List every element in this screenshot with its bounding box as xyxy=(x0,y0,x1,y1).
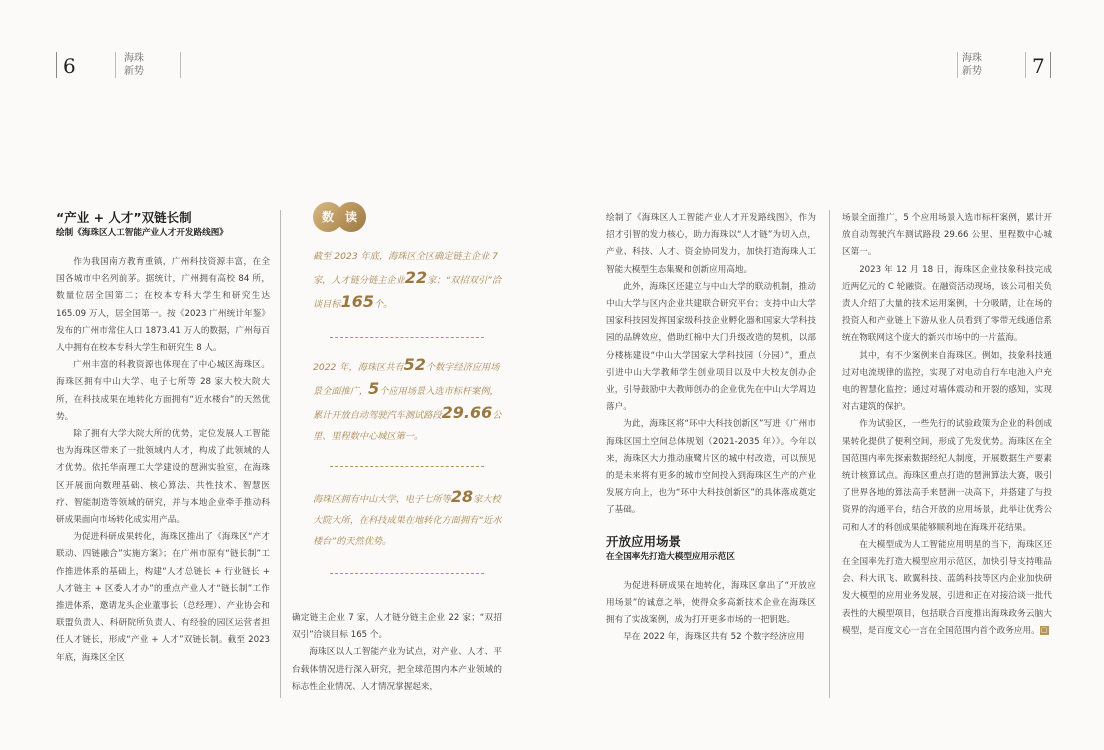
paragraph: 2023 年 12 月 18 日，海珠区企业技象科技完成近两亿元的 C 轮融资。在融资活动现场，该公司相关负责人介绍了大量的技术运用案例，十分吸睛，让在场的投资人和产业链上下游从业人员看到了零带无线通信系统在物联网这个庞大的新兴市场中的一片蓝海。 xyxy=(842,264,1052,344)
paragraph: 早在 2022 年，海珠区共有 52 个数字经济应用 xyxy=(623,632,805,643)
header-divider-right xyxy=(957,52,958,78)
header-rule-left xyxy=(56,52,57,78)
sidebar-quote-2: 2022 年，海珠区共有52个数字经济应用场景全面推广，5个应用场景入选市标杆案例，累计开放自动驾驶汽车测试路段29.66公里、里程数中心城区第一。 xyxy=(313,355,502,442)
paragraph: 为促进科研成果转化，海珠区推出了《海珠区“产才联动、四链融合”实施方案》；在广州市原有“链长制”工作推进体系的基础上，构建“人才总链长 + 行业链长 + 人才链主 + 区委人才办”的重点产业人才“链长制”工作推进体系，邀请龙头企业董事长（总经理）、产业协会和联盟负责人、科研院所负责人、有经验的园区运营者担任人才链长，形成“产业 + 人才”双链长制。截至 2023 年底，海珠区全区 xyxy=(56,532,270,663)
paragraph: 此外，海珠区还建立与中山大学的联动机制，推动中山大学与区内企业共建联合研究平台；支持中山大学国家科技园发挥国家级科技企业孵化器和国家大学科技园的品牌效应，借助红棉中大门升级改造的契机，以部分楼栋建设“中山大学国家大学科技园（分园）”，重点引进中山大学教师学生创业项目以及中大校友创办企业，引导鼓励中大教师创办的企业优先在中山大学周边落户。 xyxy=(606,281,816,413)
stat-number: 52 xyxy=(403,355,426,374)
header-rule-right xyxy=(1050,52,1051,78)
header-divider-left xyxy=(115,52,116,78)
stat-number: 5 xyxy=(368,379,380,398)
article-title: “产业 + 人才”双链长制 xyxy=(56,210,192,225)
paragraph: 在大模型成为人工智能应用明星的当下，海珠区还在全国率先打造大模型应用示范区，加快引导支持唯品会、科大讯飞、欧翼科技、蓝鸽科技等区内企业加快研发大模型的应用业务发展，引进和正在对接洽谈一批代表性的大模型项目，包括联合百度推出海珠政务云脑大模型，是百度文心一言在全国范围内首个政务应用。▢ xyxy=(842,539,1052,636)
paragraph: 海珠区以人工智能产业为试点，对产业、人才、平台载体情况进行深入研究，把全球范围内本产业领域的标志性企业情况、人才情况掌握起来， xyxy=(292,647,502,692)
column-divider xyxy=(829,210,830,698)
article-column-4 xyxy=(842,210,1052,640)
paragraph: 作为试验区，一些先行的试验政策为企业的科创成果转化提供了便利空间，形成了先发优势。海珠区在全国范围内率先探索数据经纪人制度，开展数据生产要素统计核算试点。海珠区重点打造的琶洲算法大赛，吸引了世界各地的算法高手来琶洲一决高下，并搭建了与投资界的沟通平台，结合开放的应用场景，此举让优秀公司和人才的科创成果能够顺利地在海珠开花结果。 xyxy=(842,419,1052,533)
stat-number: 28 xyxy=(450,487,474,506)
column-divider xyxy=(280,210,281,698)
article-end-icon: ▢ xyxy=(1040,625,1048,634)
paragraph: 为促进科研成果在地转化，海珠区拿出了“开放应用场景”的诚意之举，使得众多高新技术企业在海珠区拥有了实战案例，成为打开更多市场的一把钥匙。 xyxy=(606,580,816,626)
header-divider-left-2 xyxy=(180,52,181,78)
paragraph: 为此，海珠区将“环中大科技创新区”写进《广州市海珠区国土空间总体规划（2021-2035 年）》。今年以来，海珠区大力推动康鹭片区的城中村改造，可以预见的是未来将有更多的城市空间投入到海珠区生产的产业发展方向上，也为“环中大科技创新区”的具体落成奠定了基础。 xyxy=(606,419,816,516)
section-subtitle: 在全国率先打造大模型应用示范区 xyxy=(606,551,735,562)
paragraph: 确定链主企业 7 家，人才链分链主企业 22 家；“双招双引”洽谈目标 165 个。 xyxy=(292,613,502,641)
paragraph: 广州丰富的科教资源也体现在了中心城区海珠区。海珠区拥有中山大学、电子七所等 28 家大校大院大所，在科技成果在地转化方面拥有“近水楼台”的天然优势。 xyxy=(56,360,270,422)
page-number-right: 7 xyxy=(1032,54,1045,78)
header-divider-right-2 xyxy=(1025,52,1026,78)
dashed-divider xyxy=(330,466,484,467)
shudu-badge-left: 数 xyxy=(313,202,343,232)
dashed-divider xyxy=(330,337,484,338)
sidebar-quote-1: 截至 2023 年底，海珠区全区确定链主企业 7 家，人才链分链主企业22家；“双招双引”洽谈目标165个。 xyxy=(313,251,501,311)
publication-name-left: 海珠 新势 xyxy=(124,53,144,77)
dashed-divider xyxy=(330,573,484,574)
article-column-3 xyxy=(606,210,816,646)
paragraph: 其中，有不少案例来自海珠区。例如，技象科技通过对电流规律的监控，实现了对电动自行车电池入户充电的智慧化监控；通过对墙体震动和开裂的感知，实现对古建筑的保护。 xyxy=(842,350,1052,413)
stat-number: 22 xyxy=(404,268,428,287)
stat-number: 165 xyxy=(340,292,374,311)
paragraph: 除了拥有大学大院大所的优势，定位发展人工智能也为海珠区带来了一批领域内人才，构成了此领域的人才优势。依托华南理工大学建设的琶洲实验室，在海珠区开展面向数理基础、核心算法、共性技术、智慧医疗、智能制造等领域的研究，并与本地企业牵手推动科研成果面向市场转化成实用产品。 xyxy=(56,429,270,526)
sidebar-quote-3: 海珠区拥有中山大学、电子七所等28家大校大院大所，在科技成果在地转化方面拥有“近水楼台”的天然优势。 xyxy=(313,487,502,547)
paragraph: 场景全面推广，5 个应用场景入选市标杆案例，累计开放自动驾驶汽车测试路段 29.66 公里、里程数中心城区第一。 xyxy=(842,213,1052,258)
article-column-1 xyxy=(56,210,270,667)
paragraph: 绘制了《海珠区人工智能产业人才开发路线图》，作为招才引智的发力核心，助力海珠以“人才链”为切入点，产业、科技、人才、资金协同发力，加快打造海珠人工智能大模型生态集聚和创新应用高地。 xyxy=(606,213,816,275)
page-number-left: 6 xyxy=(63,54,76,78)
stat-number: 29.66 xyxy=(441,403,493,422)
publication-name-right: 海珠 新势 xyxy=(962,53,982,77)
shudu-badge-right: 读 xyxy=(336,202,366,232)
article-column-2 xyxy=(292,610,502,696)
paragraph: 作为我国南方教育重镇，广州科技资源丰富，在全国各城市中名列前茅。据统计，广州拥有高校 84 所，数量位居全国第二；在校本专科大学生和研究生达 165.09 万人，居全国第一。按《2023 广州统计年鉴》发布的广州市常住人口 1873.41 万人的数据，广州每百人中拥有在校本专科大学生和研究生 8 人。 xyxy=(56,257,270,354)
article-subtitle: 绘制《海珠区人工智能产业人才开发路线图》 xyxy=(56,228,228,238)
section-title: 开放应用场景 xyxy=(606,533,682,549)
